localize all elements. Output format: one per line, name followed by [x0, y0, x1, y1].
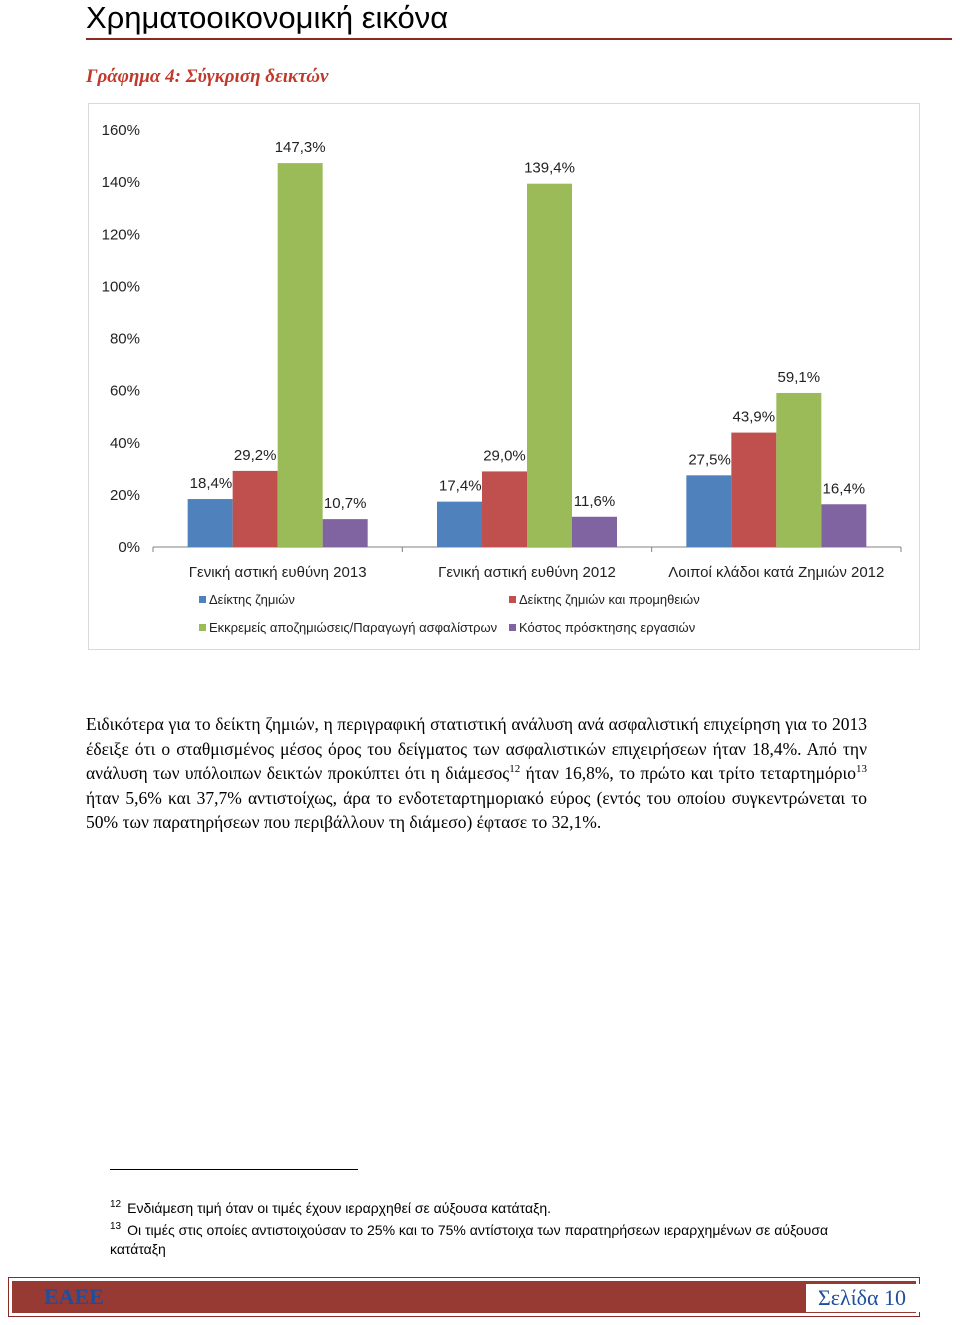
y-tick-label: 80% — [109, 330, 140, 348]
data-label: 147,3% — [274, 139, 326, 157]
footnote-13 — [110, 1221, 880, 1259]
y-tick-label: 120% — [101, 226, 140, 244]
body-paragraph — [86, 712, 867, 835]
data-label: 139,4% — [524, 159, 575, 177]
y-tick-label: 0% — [118, 539, 140, 556]
x-category-label: Λοιποί κλάδοι κατά Ζημιών 2012 — [668, 564, 885, 581]
legend-swatch — [199, 596, 206, 603]
footnote-number: 13 — [110, 1221, 122, 1233]
y-tick-label: 100% — [101, 278, 140, 296]
data-label: 11,6% — [573, 492, 616, 510]
legend-swatch — [509, 624, 516, 631]
bar-chart — [89, 104, 921, 651]
data-label: 59,1% — [777, 368, 821, 386]
data-label: 27,5% — [688, 451, 731, 469]
bar — [437, 502, 482, 547]
footnote-12 — [110, 1199, 880, 1218]
page-number: Σελίδα 10 — [806, 1284, 926, 1312]
body-text-2: ήταν 16,8%, το πρώτο και τρίτο τεταρτημόριο — [520, 763, 856, 783]
y-tick-label: 20% — [109, 486, 140, 504]
y-tick-label: 140% — [101, 174, 140, 192]
bar — [686, 475, 731, 547]
legend-label: Δείκτης ζημιών και προμηθειών — [519, 592, 700, 607]
data-label: 29,2% — [233, 446, 277, 464]
bar — [278, 163, 323, 547]
body-text-3: ήταν 5,6% και 37,7% αντιστοίχως, άρα το ενδοτεταρτημοριακό εύρος (εντός του οποίου συγκεντρώνεται το 50% των παρατηρήσεων που περιβάλλουν τη διάμεσο) έφτασε το 32,1%. — [86, 787, 867, 832]
footer-org-name: ΕΑΕΕ — [44, 1284, 104, 1309]
bar — [233, 471, 278, 547]
bar — [482, 471, 527, 547]
x-category-label: Γενική αστική ευθύνη 2012 — [438, 564, 616, 581]
data-label: 16,4% — [822, 480, 866, 498]
data-label: 18,4% — [189, 475, 233, 493]
legend-label: Κόστος πρόσκτησης εργασιών — [519, 620, 696, 635]
bar — [821, 504, 866, 547]
footer-band — [12, 1281, 916, 1313]
chart-container — [88, 103, 920, 650]
y-tick-label: 160% — [101, 122, 140, 139]
page-title: Χρηματοοικονομική εικόνα — [86, 0, 449, 35]
data-label: 43,9% — [732, 408, 776, 426]
footnote-separator — [110, 1169, 358, 1170]
legend-swatch — [199, 624, 206, 631]
body-text-1: Ειδικότερα για το δείκτη ζημιών, η περιγραφική στατιστική ανάλυση ανά ασφαλιστική επιχείρηση για το 2013 έδειξε ότι ο σταθμισμένος μέσος όρος του δείγματος των ασφαλιστικών επιχειρήσεων ήταν 18,4%. Από την ανάλυση των υπόλοιπων δεικτών προκύπτει ότι η διάμεσος — [86, 714, 867, 783]
footnote-ref-12[interactable]: 12 — [509, 763, 521, 776]
x-category-label: Γενική αστική ευθύνη 2013 — [188, 564, 367, 581]
data-label: 29,0% — [483, 447, 526, 465]
footnote-text: Οι τιμές στις οποίες αντιστοιχούσαν το 25% και το 75% αντίστοιχα των παρατηρήσεων ιεραρχημένων σε αύξουσα κατάταξη — [110, 1222, 829, 1257]
bar — [527, 184, 572, 547]
data-label: 10,7% — [323, 495, 367, 513]
footnote-text: Ενδιάμεση τιμή όταν οι τιμές έχουν ιεραρχηθεί σε αύξουσα κατάταξη. — [127, 1200, 552, 1216]
data-label: 17,4% — [439, 477, 482, 495]
y-tick-label: 40% — [109, 434, 140, 452]
bar — [776, 393, 821, 547]
footnote-ref-13[interactable]: 13 — [856, 763, 867, 776]
bar — [323, 519, 368, 547]
header-rule — [86, 38, 952, 40]
footnote-number: 12 — [110, 1199, 122, 1211]
legend-swatch — [509, 596, 516, 603]
bar — [572, 517, 617, 547]
y-tick-label: 60% — [109, 382, 140, 400]
bar — [731, 433, 776, 547]
legend-label: Δείκτης ζημιών — [209, 592, 295, 607]
bar — [188, 499, 233, 547]
legend-label: Εκκρεμείς αποζημιώσεις/Παραγωγή ασφαλίστρων — [209, 620, 498, 635]
footer-bar — [8, 1277, 920, 1317]
figure-caption: Γράφημα 4: Σύγκριση δεικτών — [86, 66, 329, 87]
